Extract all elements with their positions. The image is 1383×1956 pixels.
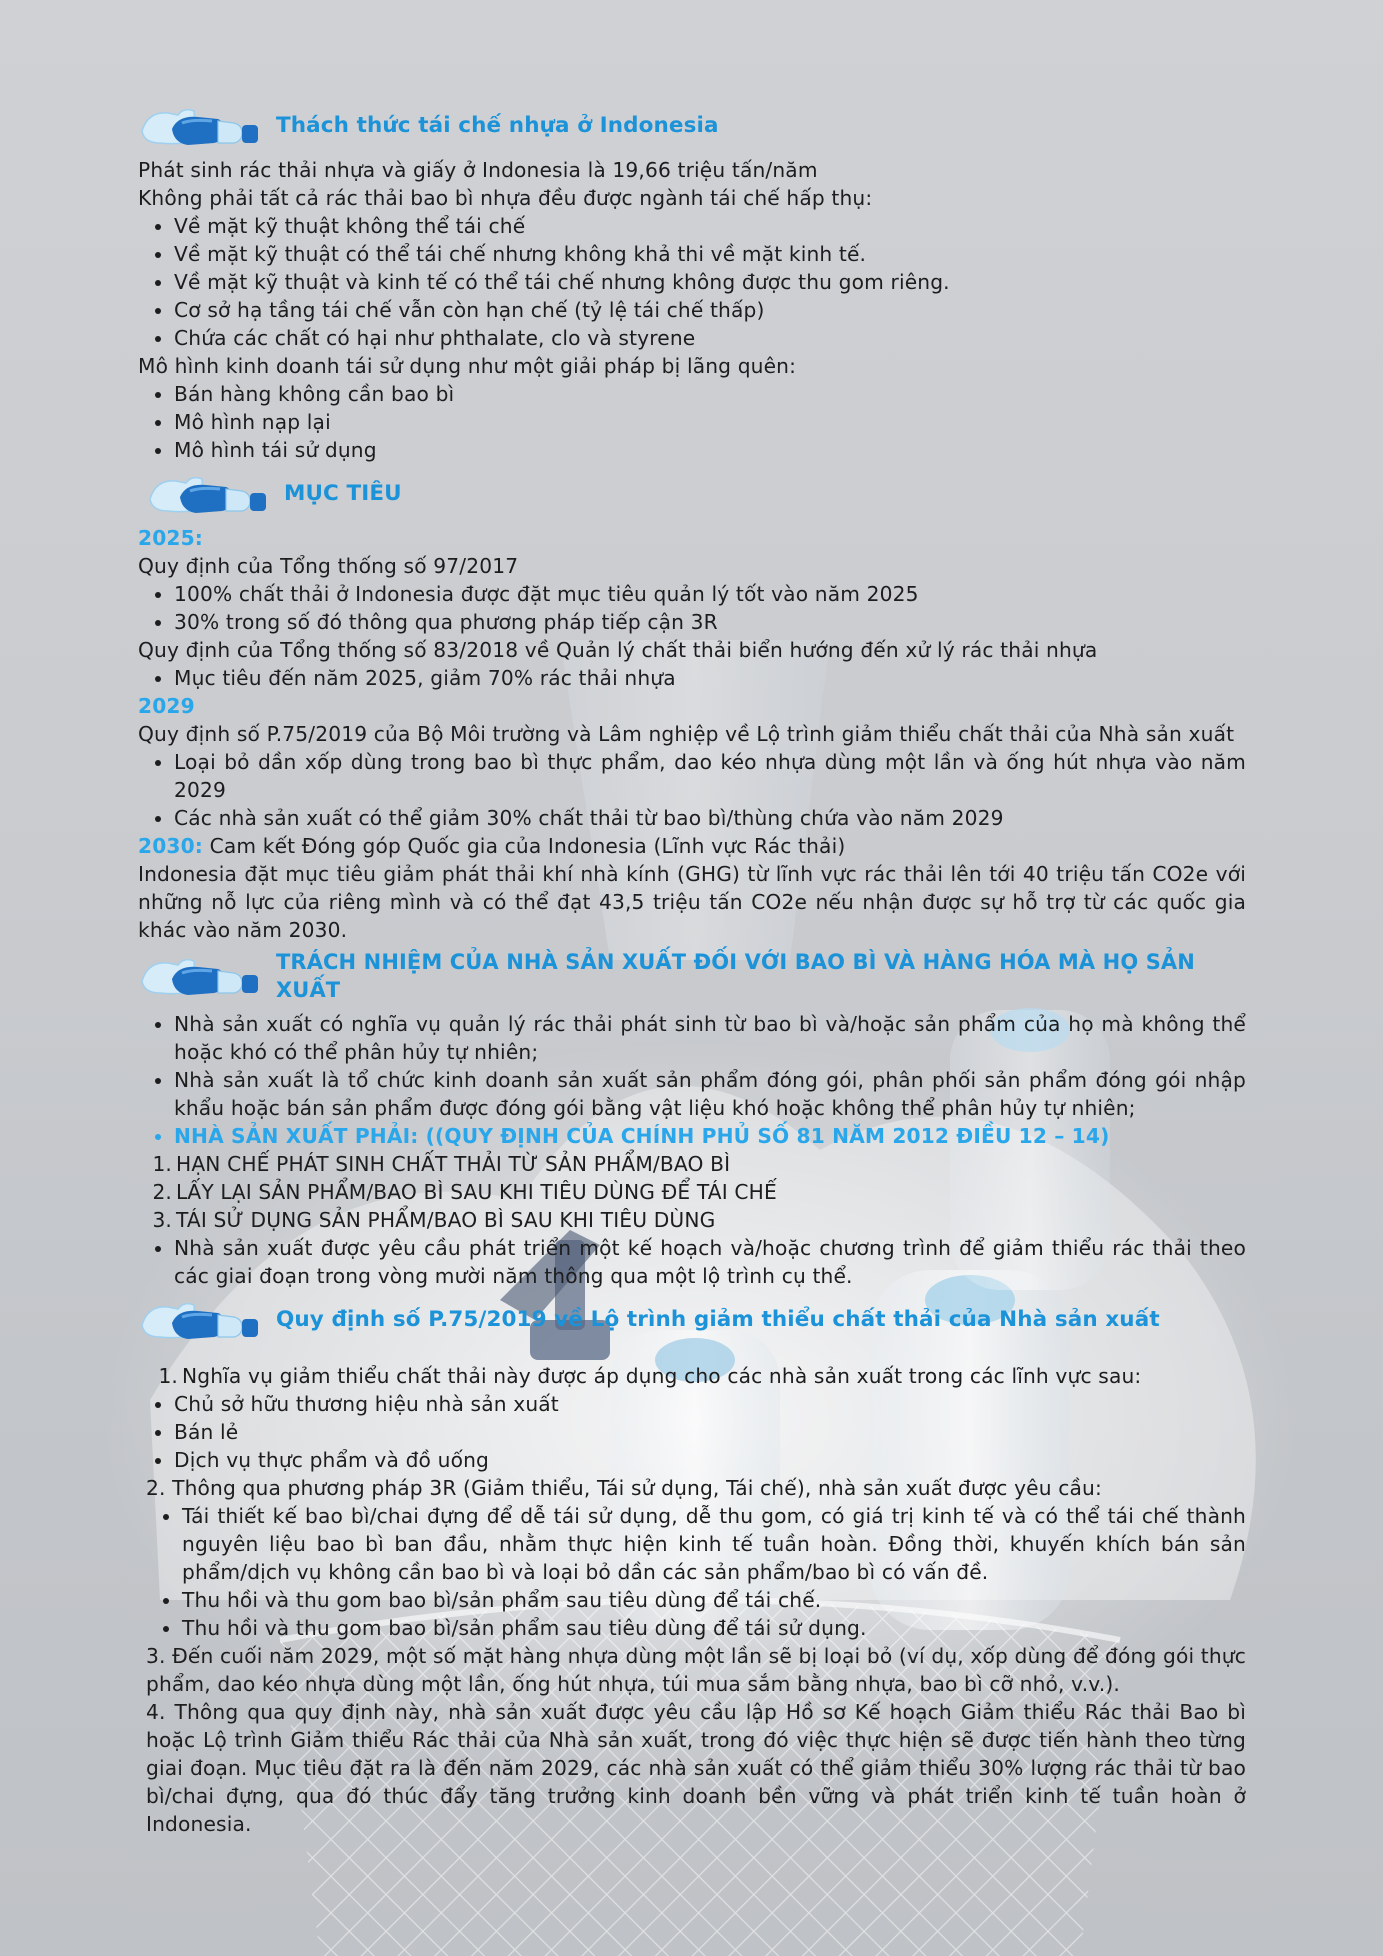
- list-item: • Chủ sở hữu thương hiệu nhà sản xuất: [174, 1390, 1246, 1418]
- section-title: MỤC TIÊU: [284, 481, 402, 506]
- list-item: • NHÀ SẢN XUẤT PHẢI: ((QUY ĐỊNH CỦA CHÍNH PHỦ SỐ 81 NĂM 2012 ĐIỀU 12 – 14): [174, 1122, 1246, 1150]
- ndc-commitment-text: Cam kết Đóng góp Quốc gia của Indonesia (Lĩnh vực Rác thải): [203, 834, 846, 858]
- list-item: 1. Nghĩa vụ giảm thiểu chất thải này được áp dụng cho các nhà sản xuất trong các lĩnh vực sau:: [158, 1364, 1142, 1388]
- year-2025-label: 2025:: [138, 526, 204, 550]
- list-item: • Loại bỏ dần xốp dùng trong bao bì thực phẩm, dao kéo nhựa dùng một lần và ống hút nhựa vào năm 2029: [174, 748, 1246, 804]
- requirements-list: [138, 1502, 1246, 1642]
- p75-item-2: 2. Thông qua phương pháp 3R (Giảm thiểu, Tái sử dụng, Tái chế), nhà sản xuất được yêu cầu:: [146, 1476, 1102, 1500]
- section-heading-recycling-challenge: [138, 96, 1246, 156]
- list-item: • Mục tiêu đến năm 2025, giảm 70% rác thải nhựa: [174, 664, 1246, 692]
- section-title: Quy định số P.75/2019 về Lộ trình giảm thiểu chất thải của Nhà sản xuất: [276, 1307, 1160, 1332]
- recycling-barriers-list: [138, 212, 1246, 352]
- reuse-model-text: Mô hình kinh doanh tái sử dụng như một giải pháp bị lãng quên:: [138, 354, 797, 378]
- plastic-bottles-icon: [138, 951, 266, 1001]
- plastic-bottles-icon: [146, 469, 274, 519]
- reuse-models-list: [138, 380, 1246, 464]
- plastic-bottles-icon: [138, 101, 266, 151]
- list-item: • Về mặt kỹ thuật không thể tái chế: [174, 212, 1246, 240]
- p75-item-4: 4. Thông qua quy định này, nhà sản xuất được yêu cầu lập Hồ sơ Kế hoạch Giảm thiểu Rác thải Bao bì hoặc Lộ trình Giảm thiểu Rác thải của Nhà sản xuất, trong đó việc thực hiện sẽ được tiến hành theo từng giai đoạn. Mục tiêu đặt ra là đến năm 2029, các nhà sản xuất có thể giảm thiểu 30% lượng rác thải từ bao bì/chai đựng, qua đó thúc đẩy tăng trưởng kinh doanh bền vững và phát triển kinh tế tuần hoàn ở Indonesia.: [146, 1700, 1246, 1836]
- regulation-75-list: [138, 748, 1246, 832]
- section-heading-p75-regulation: [138, 1290, 1246, 1350]
- section-title: TRÁCH NHIỆM CỦA NHÀ SẢN XUẤT ĐỐI VỚI BAO BÌ VÀ HÀNG HÓA MÀ HỌ SẢN XUẤT: [276, 950, 1195, 1002]
- list-item: • Về mặt kỹ thuật và kinh tế có thể tái chế nhưng không được thu gom riêng.: [174, 268, 1246, 296]
- regulation-97-text: Quy định của Tổng thống số 97/2017: [138, 554, 519, 578]
- list-item: • Thu hồi và thu gom bao bì/sản phẩm sau tiêu dùng để tái chế.: [182, 1586, 1246, 1614]
- list-item: • Dịch vụ thực phẩm và đồ uống: [174, 1446, 1246, 1474]
- list-item: • Tái thiết kế bao bì/chai đựng để dễ tái sử dụng, dễ thu gom, có giá trị kinh tế và có thể tái chế thành nguyên liệu bao bì ban đầu, nhằm thực hiện kinh tế tuần hoàn. Đồng thời, khuyến khích bán sản phẩm/dịch vụ không cần bao bì và loại bỏ dần các sản phẩm/bao bì có vấn đề.: [182, 1502, 1246, 1586]
- list-item: • Cơ sở hạ tầng tái chế vẫn còn hạn chế (tỷ lệ tái chế thấp): [174, 296, 1246, 324]
- list-item: • Nhà sản xuất có nghĩa vụ quản lý rác thải phát sinh từ bao bì và/hoặc sản phẩm của họ mà không thể hoặc khó có thể phân hủy tự nhiên;: [174, 1010, 1246, 1066]
- producer-responsibility-list: [138, 1010, 1246, 1150]
- recycling-absorption-text: Không phải tất cả rác thải bao bì nhựa đều được ngành tái chế hấp thụ:: [138, 186, 873, 210]
- sectors-list: [138, 1390, 1246, 1474]
- p75-item-3: 3. Đến cuối năm 2029, một số mặt hàng nhựa dùng một lần sẽ bị loại bỏ (ví dụ, xốp dùng để đóng gói thực phẩm, dao kéo nhựa dùng một lần, ống hút nhựa, túi mua sắm bằng nhựa, bao bì cỡ nhỏ, v.v.).: [146, 1644, 1246, 1696]
- regulation-83-text: Quy định của Tổng thống số 83/2018 về Quản lý chất thải biển hướng đến xử lý rác thải nhựa: [138, 638, 1098, 662]
- section-heading-producer-responsibility: [138, 946, 1246, 1006]
- list-item: • 30% trong số đó thông qua phương pháp tiếp cận 3R: [174, 608, 1246, 636]
- list-item: • Bán hàng không cần bao bì: [174, 380, 1246, 408]
- document-body: [138, 96, 1246, 1838]
- list-item: • Chứa các chất có hại như phthalate, clo và styrene: [174, 324, 1246, 352]
- year-2029-label: 2029: [138, 694, 195, 718]
- producer-obligations-list: [138, 1150, 1246, 1234]
- plastic-bottles-icon: [138, 1295, 266, 1345]
- list-item: • Về mặt kỹ thuật có thể tái chế nhưng không khả thi về mặt kinh tế.: [174, 240, 1246, 268]
- year-2030-line: [138, 832, 1246, 860]
- list-item: • Bán lẻ: [174, 1418, 1246, 1446]
- regulation-75-text: Quy định số P.75/2019 của Bộ Môi trường và Lâm nghiệp về Lộ trình giảm thiểu chất thải của Nhà sản xuất: [138, 722, 1235, 746]
- year-2030-label: 2030:: [138, 834, 204, 858]
- section-heading-targets: [138, 464, 1246, 524]
- regulation-97-list: [138, 580, 1246, 636]
- list-item: 3. TÁI SỬ DỤNG SẢN PHẨM/BAO BÌ SAU KHI TIÊU DÙNG: [152, 1208, 716, 1232]
- list-item: • Nhà sản xuất được yêu cầu phát triển một kế hoạch và/hoặc chương trình để giảm thiểu rác thải theo các giai đoạn trong vòng mười năm thông qua một lộ trình cụ thể.: [174, 1234, 1246, 1290]
- producer-plan-list: [138, 1234, 1246, 1290]
- list-item: • Các nhà sản xuất có thể giảm 30% chất thải từ bao bì/thùng chứa vào năm 2029: [174, 804, 1246, 832]
- list-item: • Mô hình tái sử dụng: [174, 436, 1246, 464]
- p75-item-1: [138, 1362, 1246, 1390]
- list-item: 1. HẠN CHẾ PHÁT SINH CHẤT THẢI TỪ SẢN PHẨM/BAO BÌ: [152, 1152, 731, 1176]
- list-item: 2. LẤY LẠI SẢN PHẨM/BAO BÌ SAU KHI TIÊU DÙNG ĐỂ TÁI CHẾ: [152, 1180, 777, 1204]
- ghg-target-paragraph: Indonesia đặt mục tiêu giảm phát thải khí nhà kính (GHG) từ lĩnh vực rác thải lên tới 40 triệu tấn CO2e với những nỗ lực của riêng mình và có thể đạt 43,5 triệu tấn CO2e nếu nhận được sự hỗ trợ từ các quốc gia khác vào năm 2030.: [138, 862, 1246, 942]
- list-item: • Mô hình nạp lại: [174, 408, 1246, 436]
- waste-generation-text: Phát sinh rác thải nhựa và giấy ở Indonesia là 19,66 triệu tấn/năm: [138, 158, 818, 182]
- list-item: • Thu hồi và thu gom bao bì/sản phẩm sau tiêu dùng để tái sử dụng.: [182, 1614, 1246, 1642]
- list-item: • Nhà sản xuất là tổ chức kinh doanh sản xuất sản phẩm đóng gói, phân phối sản phẩm đóng gói nhập khẩu hoặc bán sản phẩm được đóng gói bằng vật liệu khó hoặc không thể phân hủy tự nhiên;: [174, 1066, 1246, 1122]
- section-title: Thách thức tái chế nhựa ở Indonesia: [276, 113, 719, 138]
- list-item: • 100% chất thải ở Indonesia được đặt mục tiêu quản lý tốt vào năm 2025: [174, 580, 1246, 608]
- regulation-83-list: [138, 664, 1246, 692]
